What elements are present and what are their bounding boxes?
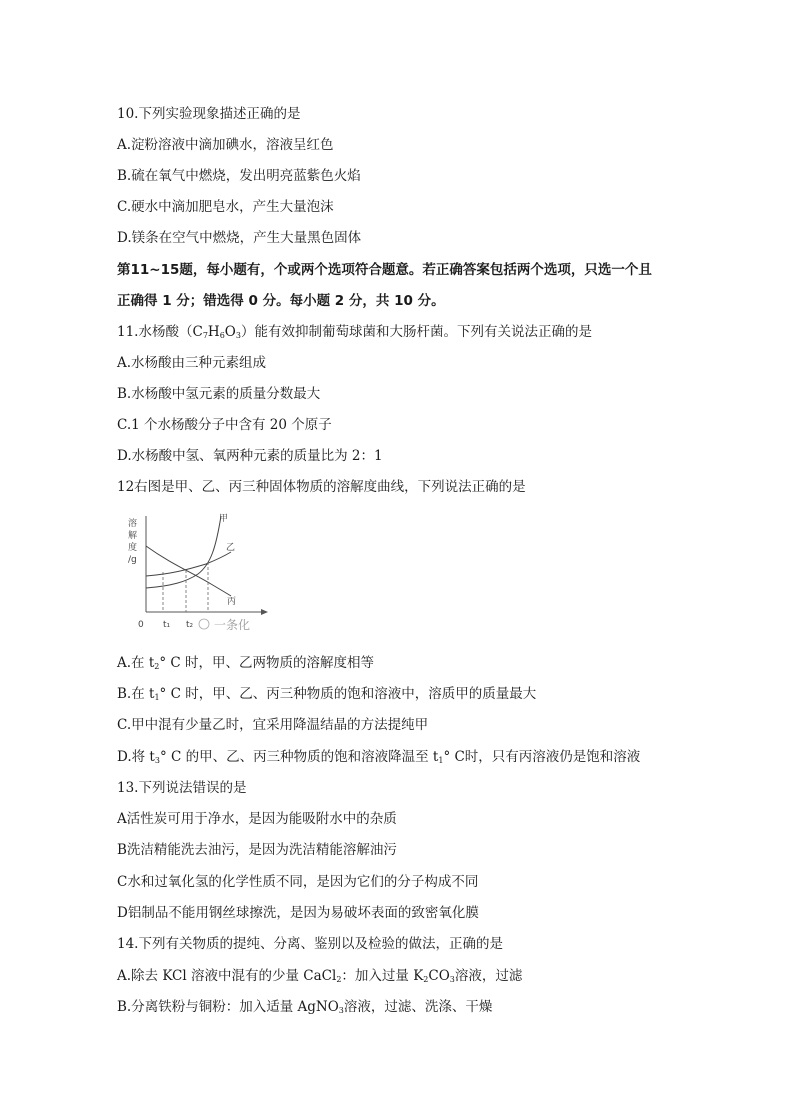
q13-option-a: A活性炭可用于净水，是因为能吸附水中的杂质 bbox=[117, 811, 397, 827]
q12-option-c: C.甲中混有少量乙时，宜采用降温结晶的方法提纯甲 bbox=[117, 717, 429, 733]
t1-label: t₁ bbox=[163, 620, 171, 630]
q14-option-b: B.分离铁粉与铜粉：加入适量 AgNO$_3$溶液，过滤、洗涤、干燥 bbox=[117, 999, 493, 1015]
curve-yi bbox=[146, 552, 231, 576]
q12-option-b: B.在 $t_1^\circ$ C 时，甲、乙、丙三种物质的饱和溶液中，溶质甲的质量最大 bbox=[117, 686, 537, 702]
ylabel-char-4: /g bbox=[128, 555, 137, 565]
q14-option-a: A.除去 KCl 溶液中混有的少量 CaCl$_2$：加入过量 $K_2CO_3$溶液，过滤 bbox=[117, 968, 523, 984]
ylabel-char-2: 解 bbox=[128, 531, 138, 541]
q10-option-a: A.淀粉溶液中滴加碘水，溶液呈红色 bbox=[117, 137, 334, 153]
q11-option-a: A.水杨酸由三种元素组成 bbox=[117, 355, 267, 371]
curve-jia bbox=[146, 516, 221, 588]
ylabel-char-3: 度 bbox=[128, 543, 138, 553]
q12-option-a: A.在 $t_2^\circ$ C 时，甲、乙两物质的溶解度相等 bbox=[117, 655, 375, 671]
q11-option-b: B.水杨酸中氢元素的质量分数最大 bbox=[117, 386, 321, 402]
ylabel-char-1: 溶 bbox=[128, 519, 138, 529]
origin-label: 0 bbox=[138, 620, 144, 630]
q10-stem: 10.下列实验现象描述正确的是 bbox=[117, 106, 301, 122]
section-note-line2: 正确得 1 分；错选得 0 分。每小题 2 分，共 10 分。 bbox=[117, 293, 445, 309]
watermark-text: 一条化 bbox=[214, 618, 251, 632]
q13-stem: 13.下列说法错误的是 bbox=[117, 780, 247, 796]
curve-label-yi: 乙 bbox=[226, 543, 236, 553]
q10-option-c: C.硬水中滴加肥皂水，产生大量泡沫 bbox=[117, 199, 334, 215]
solubility-curve-figure bbox=[116, 512, 286, 640]
curve-label-bing: 丙 bbox=[227, 597, 237, 607]
q10-option-b: B.硫在氧气中燃烧，发出明亮蓝紫色火焰 bbox=[117, 168, 361, 184]
section-note-line1: 第11~15题，每小题有，个或两个选项符合题意。若正确答案包括两个选项，只选一个且 bbox=[117, 262, 652, 278]
q12-option-d: D.将 $t_3^\circ$ C 的甲、乙、丙三种物质的饱和溶液降温至 $t_1^\circ$ C时，只有丙溶液仍是饱和溶液 bbox=[117, 749, 641, 765]
q11-option-d: D.水杨酸中氢、氧两种元素的质量比为 2：1 bbox=[117, 448, 383, 464]
q11-option-c: C.1 个水杨酸分子中含有 20 个原子 bbox=[117, 417, 332, 433]
q12-stem: 12右图是甲、乙、丙三种固体物质的溶解度曲线，下列说法正确的是 bbox=[117, 479, 526, 495]
t2-label: t₂ bbox=[186, 620, 194, 630]
curve-bing bbox=[146, 546, 231, 596]
q13-option-c: C水和过氧化氢的化学性质不同，是因为它们的分子构成不同 bbox=[117, 874, 479, 890]
q11-stem: 11.水杨酸$(C_7H_6O_3)$能有效抑制葡萄球菌和大肠杆菌。下列有关说法正确的是 bbox=[117, 324, 592, 340]
q13-option-d: D铝制品不能用钢丝球擦洗，是因为易破坏表面的致密氧化膜 bbox=[117, 905, 479, 921]
q10-option-d: D.镁条在空气中燃烧，产生大量黑色固体 bbox=[117, 230, 362, 246]
q13-option-b: B洗洁精能洗去油污，是因为洗洁精能溶解油污 bbox=[117, 842, 397, 858]
q14-stem: 14.下列有关物质的提纯、分离、鉴别以及检验的做法，正确的是 bbox=[117, 936, 503, 952]
x-axis-arrow bbox=[261, 609, 268, 615]
curve-label-jia: 甲 bbox=[219, 514, 229, 524]
watermark-icon bbox=[199, 619, 209, 629]
